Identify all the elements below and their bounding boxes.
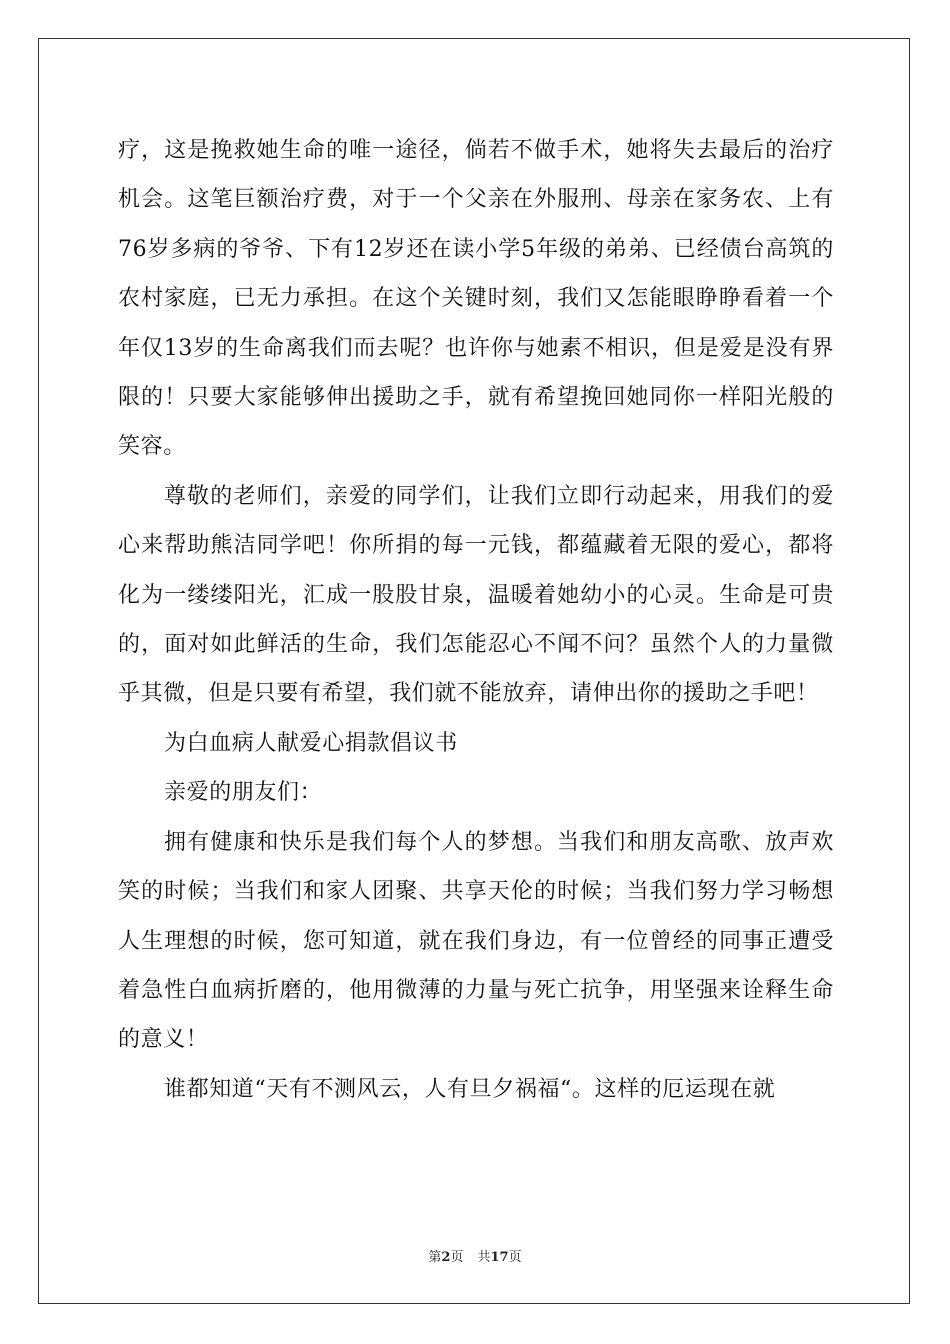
paragraph-2: 尊敬的老师们，亲爱的同学们，让我们立即行动起来，用我们的爱心来帮助熊洁同学吧！你所捐的每一元钱，都蕴藏着无限的爱心，都将化为一缕缕阳光，汇成一股股甘泉，温暖着她幼小的心灵。生命是可贵的，面对如此鲜活的生命，我们怎能忍心不闻不问？虽然个人的力量微乎其微，但是只要有希望，我们就不能放弃，请伸出你的援助之手吧！ xyxy=(118,483,834,707)
paragraph-1: 疗，这是挽救她生命的唯一途径，倘若不做手术，她将失去最后的治疗机会。这笔巨额治疗费，对于一个父亲在外服刑、母亲在家务农、上有76岁多病的爷爷、下有12岁还在读小学5年级的弟弟、已经债台高筑的农村家庭，已无力承担。在这个关键时刻，我们又怎能眼睁睁看着一个年仅13岁的生命离我们而去呢？也许你与她素不相识，但是爱是没有界限的！只要大家能够伸出援助之手，就有希望挽回她同你一样阳光般的笑容。 xyxy=(118,138,834,460)
paragraph-4: 谁都知道“天有不测风云，人有旦夕祸福“。这样的厄运现在就 xyxy=(164,1076,776,1102)
total-suffix: 页 xyxy=(508,1250,522,1265)
page-current: 2 xyxy=(441,1250,451,1265)
document-heading: 为白血病人献爱心捐款倡议书 xyxy=(164,730,458,756)
page-total: 17 xyxy=(490,1250,509,1265)
page-prefix: 第 xyxy=(428,1250,442,1265)
salutation: 亲爱的朋友们： xyxy=(164,780,323,806)
page-footer xyxy=(0,1246,950,1265)
total-prefix: 共 xyxy=(477,1250,491,1265)
paragraph-3: 拥有健康和快乐是我们每个人的梦想。当我们和朋友高歌、放声欢笑的时候；当我们和家人团聚、共享天伦的时候；当我们努力学习畅想人生理想的时候，您可知道，就在我们身边，有一位曾经的同事正遭受着急性白血病折磨的，他用微薄的力量与死亡抗争，用坚强来诠释生命的意义！ xyxy=(118,829,834,1053)
page-suffix: 页 xyxy=(450,1250,464,1265)
document-body xyxy=(118,126,834,1114)
